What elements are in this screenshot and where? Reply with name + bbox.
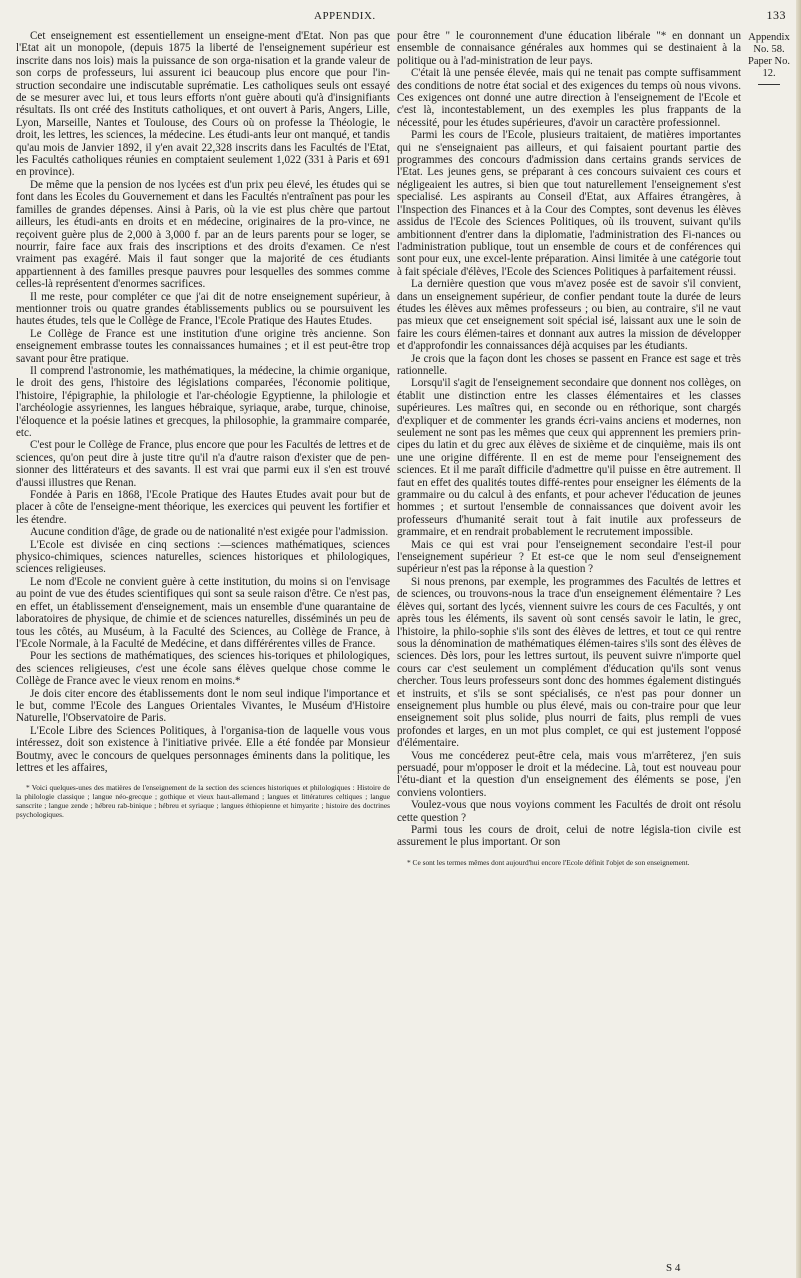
paragraph: Le nom d'Ecole ne convient guère à cette institution, du moins si on l'envisage au point de vue des études scientifiques qui sont sa seule raison d'être. Ce n'est pas, en effet, un établissement d'enseignement, mais un ensemble d'une quarantaine de laboratoires de physique, de chimie et de sciences naturelles, disséminés un peu de tous les côtés, au Muséum, à la Faculté des Sciences, au Collège de France, à l'Ecole Normale, à la Faculté de Medécine, et dans différérentes villes de France.	[16, 575, 390, 650]
running-title: APPENDIX.	[314, 10, 376, 22]
paragraph: Aucune condition d'âge, de grade ou de nationalité n'est exigée pour l'admission.	[30, 526, 389, 539]
paragraph: Je dois citer encore des établissements dont le nom seul indique l'importance et le but, comme l'Ecole des Langues Orientales Vivantes, le Muséum d'Histoire Naturelle, l'Observatoire de Paris.	[16, 687, 390, 725]
paragraph: Je crois que la façon dont les choses se passent en France est sage et très rationnelle.	[397, 352, 741, 377]
paragraph: C'est pour le Collège de France, plus encore que pour les Facultés de lettres et de sciences, qu'on peut dire à juste titre qu'il n'a d'autre raison d'exister que de pen-sionner des littérateurs et des savants. Il est vrai que parmi eux il s'en est trouvé d'aussi illustres que Renan.	[16, 439, 390, 489]
left-column	[16, 30, 390, 820]
paragraph: Pour les sections de mathématiques, des sciences his-toriques et philologiques, des sciences religieuses, c'est une école sans élèves quelque chose comme le Collège de France avec le vieux renom en moins.*	[16, 650, 390, 688]
paragraph: L'Ecole Libre des Sciences Politiques, à l'organisa-tion de laquelle vous vous intéressez, doit son existence à l'initiative privée. Elle a été fondée par Monsieur Boutmy, avec le concours de quelques personnages éminents dans la politique, les lettres et les affaires,	[16, 724, 390, 774]
footnote-right: * Ce sont les termes mêmes dont aujourd'hui encore l'Ecole définit l'objet de son enseignement.	[407, 857, 690, 867]
margin-note-number: No. 58.	[753, 44, 785, 55]
paragraph: Parmi les cours de l'Ecole, plusieurs traitaient, de matières importantes qui ne s'enseignaient pas ailleurs, et qui faisaient pourtant partie des programmes des concours d'admission dans certains grands services de l'Etat. Les jeunes gens, se préparant à ces concours suivaient ces cours et négligeaient les autres, si bien que tout naturellement l'enseignement s'est specialisé. Les aspirants au Conseil d'Etat, aux Affaires étrangères, à l'Inspection des Finances et à la Cour des Comptes, sont devenus les élèves assidus de l'Ecole des Sciences Politiques, où ils trouvent, suivant qu'ils ambitionnent d'entrer dans la diplomatie, l'administration des Fi-nances ou l'administration publique, tout un ensemble de cours et de conférences qui sont pour eux, une excel-lente préparation. Ainsi limitée à une catégorie tout à fait spéciale d'élèves, l'Ecole des Sciences Politiques à parfaitement réussi.	[397, 129, 741, 278]
paragraph: L'Ecole est divisée en cinq sections :—sciences mathématiques, sciences physico-chimiques, sciences naturelles, sciences historiques et philologiques, sciences religieuses.	[16, 538, 390, 576]
paragraph: Lorsqu'il s'agit de l'enseignement secondaire que donnent nos collèges, on établit une distinction entre les classes élémentaires et les classes supérieures. Les maîtres qui, en seconde ou en réthorique, sont chargés d'expliquer et de commenter les grands écri-vains anciens et modernes, non seulement ne sont pas les mêmes que ceux qui apprennent les premiers prin-cipes du latin et du grec aux élèves de sixième et de cinquième, mais ils ont une une origine différente. Il en est de meme pour l'enseignement des sciences. Et il me paraît difficile d'admettre qu'il puisse en être autrement. Il faut en effet des qualités toutes diffé-rentes pour enseigner les éléments de la grammaire ou du calcul à des enfants, et pour achever l'éducation de jeunes hommes ; et surtout l'ensemble de connaissances que doivent avoir les professeurs d'humanité serait tout à fait inutile aux professeurs de grammaire, et en rendrait probablement le recrutement impossible.	[397, 377, 741, 539]
paragraph: Il comprend l'astronomie, les mathématiques, la médecine, la chimie organique, le droit des gens, l'histoire des législations comparées, l'économie politique, l'histoire, l'épigraphie, la philologie et l'ar-chéologie Egyptienne, la philologie et l'archéologie assyriennes, les langues hébraique, syriaque, arabe, turque, chinoise, l'éloquence et la poésie latines et grecques, la philosophie, la grammaire comparée, etc.	[16, 364, 390, 439]
paragraph: La dernière question que vous m'avez posée est de savoir s'il convient, dans un enseignement supérieur, de confier pendant toute la durée de leurs études les élèves aux mêmes professeurs ; ou bien, au contraire, s'il ne vaut pas mieux que cet enseignement soit spécial isé, laissant aux une le soin de faire les cours élémen-taires et donnant aux autres la mission de développer et d'approfondir les connaissances déjà acquises par les étudiants.	[397, 278, 741, 353]
paragraph: Si nous prenons, par exemple, les programmes des Facultés de lettres et de sciences, ou trouvons-nous la trace d'un enseignement élémentaire ? Les élèves qui, sortant des lycés, viennent suivre les cours de ces Facultés, y ont après tous les éléments, ils savent où sont censés savoir le latin, le grec, l'histoire, la philo-sophie s'ils sont des élèves de lettres, et tout ce qui rentre sous la dénomination de mathématiques élémen-taires s'ils sont des élèves de sciences. Dès lors, pour les lettres surtout, ils peuvent suivre n'importe quel cours car c'est seulement un complément d'éducation qu'ils sont venus chercher. Tous leurs professeurs sont donc des hommes également distingués et instruits, et s'ils se sont spécialisés, ce n'est pas pour donner un enseignement plus humble ou plus élevé, mais ou con-traire pour que leur enseignement soit plus solide, plus nourri de faits, plus rempli de vues profondes et larges, en un mot plus complet, ce qui est justement l'opposé d'élémentaire.	[397, 575, 741, 750]
paragraph: Mais ce qui est vrai pour l'enseignement secondaire l'est-il pour l'enseignement supérieur ? Et est-ce que le nom seul d'enseignement supérieur n'est pas la réponse à la question ?	[397, 538, 741, 576]
running-header	[14, 6, 794, 26]
footnote-left: * Voici quelques-unes des matières de l'enseignement de la section des sciences historiques et philologiques : Histoire de la philologie classique ; langue néo-grecque ; gothique et vieux haut-allemand ; langues et littératures celtiques ; langue sanscrite ; langue zende ; hébreu rab-binique ; hébreu et syriaque ; langues éthiopienne et himyarite ; histoire des doctrines psychologiques.	[16, 783, 390, 819]
paragraph: Fondée à Paris en 1868, l'Ecole Pratique des Hautes Etudes avait pour but de placer à côte de l'enseigne-ment théorique, les exercices qui peuvent les fortifier et les étendre.	[16, 489, 390, 526]
paragraph: Vous me concéderez peut-être cela, mais vous m'arrêterez, j'en suis persuadé, pour m'opposer le droit et la médecine. Là, tout est nouveau pour l'étu-diant et la question d'un enseignement des éléments se pose, j'en conviens volontiers.	[397, 749, 741, 799]
margin-note-paper: Paper No. 12.	[748, 56, 790, 79]
margin-rule	[758, 84, 780, 85]
paragraph: C'était là une pensée élevée, mais qui ne tenait pas compte suffisamment des conditions de notre état social et des exigences du temps où nous vivons. Ces exigences ont donné une autre direction à l'enseignement de l'Ecole et c'est là, incontestablement, un des exemples les plus frappants de la nécessité, pour les études supérieures, d'avoir un caractère professionnel.	[397, 67, 741, 129]
paragraph: Il me reste, pour compléter ce que j'ai dit de notre enseignement supérieur, à mentionner trois ou quatre grandes établissements publics ou se poursuivent les hautes études, tels que le Collège de France, l'Ecole Pratique des Hautes Etudes.	[16, 290, 390, 328]
right-column	[397, 30, 741, 868]
paragraph: pour être " le couronnement d'une éducation libérale "* en donnant un ensemble de connaisance générales aux hommes qui se destinaient à la politique ou à l'ad-ministration de leur pays.	[397, 30, 741, 67]
paragraph: Voulez-vous que nous voyions comment les Facultés de droit ont résolu cette question ?	[397, 799, 741, 824]
paragraph: Parmi tous les cours de droit, celui de notre législa-tion civile est assurement le plus important. Or son	[397, 824, 741, 849]
margin-note	[747, 32, 791, 85]
page-edge	[796, 0, 801, 1278]
paragraph: Le Collège de France est une institution d'une origine très ancienne. Son enseignement embrasse toutes les connaissances humaines ; et il est peut-être trop savant pour être pratique.	[16, 327, 390, 365]
page-number: 133	[766, 8, 786, 22]
signature-mark: S 4	[666, 1262, 681, 1274]
paragraph: De même que la pension de nos lycées est d'un prix peu élevé, les études qui se font dans les Ecoles du Gouvernement et dans les Facultés n'entraînent pas pour les familles de grandes dépenses. Ainsi à Paris, où la vie est plus chère que partout ailleurs, les étudi-ants en droits et en médecine, originaires de la pro-vince, ne reçoivent guère plus de 2,000 à 3,000 f. par an de leurs parents pour se loger, se nourrir, faire face aux frais des inscriptions et des droits d'examen. Ce n'est vraiment pas exagéré. Mais il faut songer que la majorité de ces étudiants appartiennent à des familles presque pauvres pour lesquelles des sommes comme celles-là représentent d'enormes sacrifices.	[16, 178, 390, 291]
margin-note-appendix: Appendix	[748, 32, 790, 43]
paragraph: Cet enseignement est essentiellement un enseigne-ment d'Etat. Non pas que l'Etat ait un monopole, (depuis 1875 la liberté de l'enseignement supérieur est inscrite dans nos lois) mais la puissance de son orga-nisation et la grande valeur de son corps de professeurs, lui assurent ici beaucoup plus encore que pour l'in-struction secondaire une indiscutable suprématie. Les catholiques seuls ont essayé de se mesurer avec lui, et tous leurs efforts n'ont guère abouti qu'à d'insignifiants résultats. Ils ont créé des Instituts catholiques, et ont ouvert à Paris, Angers, Lille, Lyon, Marseille, Nantes et Toulouse, des Cours où on professe la Théologie, le droit, les lettres, les sciences, la médecine. Les étudi-ants leur ont manqué, et tandis qu'au mois de Janvier 1892, il y'en avait 22,328 inscrits dans les Facultés de l'Etat, les Facultés catholiques réunies en comptaient seulement 1,022 (331 à Paris et 691 en province).	[16, 30, 390, 179]
